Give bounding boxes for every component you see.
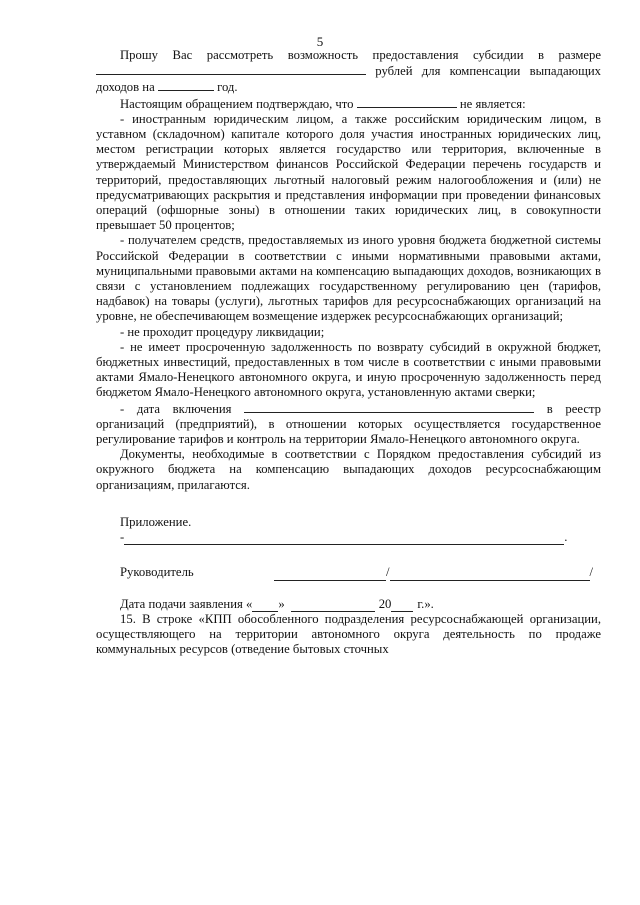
attachment-blank <box>124 533 564 545</box>
request-text-2: рублей для компенсации выпадающих доходов на <box>96 64 602 95</box>
document-body <box>96 48 601 657</box>
name-blank <box>390 569 590 581</box>
paragraph-confirm <box>96 96 601 112</box>
year-suffix-blank <box>391 600 413 612</box>
registry-text: - дата включения <box>120 401 232 416</box>
confirm-text: Настоящим обращением подтверждаю, что <box>120 96 354 111</box>
date-text-3: г.». <box>417 596 434 611</box>
attachment-dash: - <box>120 530 125 545</box>
day-blank <box>252 600 278 612</box>
year-blank <box>158 79 214 91</box>
registry-text-2: в реестр организаций (предприятий), в отношении которых осуществляется государственное регулирование тарифов и контроль на территории Ямало-Ненецкого автономного округа. <box>96 401 602 447</box>
attachment-end: . <box>564 530 568 545</box>
paragraph-budget-recipient: - получателем средств, предоставляемых из иного уровня бюджета бюджетной системы Российской Федерации в соответствии с иными нормативными правовыми актами, муниципальными правовыми актами на компенсацию выпадающих доходов, возникающих в связи с установлением подлежащих государственному регулированию цен (тарифов, надбавок) на товары (услуги), льготных тарифов для ресурсоснабжающих организаций на уровне, не обеспечивающем возмещение издержек ресурсоснабжающих организаций; <box>96 233 601 324</box>
century-text: 20 <box>378 596 392 611</box>
signature-slash-2: / <box>589 565 594 580</box>
organization-blank <box>357 96 457 108</box>
paragraph-debt: - не имеет просроченную задолженность по возврату субсидий в окружной бюджет, бюджетных инвестиций, предоставленных в том числе в соответствии с иными правовыми актами Ямало-Ненецкого автономного округа, и иную просроченную задолженность перед бюджетом Ямало-Ненецкого автономного округа, установленную актами сверки; <box>96 339 601 400</box>
page-number: 5 <box>316 34 324 49</box>
date-text: Дата подачи заявления « <box>120 596 253 611</box>
head-label: Руководитель <box>120 565 194 580</box>
request-text-3: год. <box>217 80 238 95</box>
date-text-2: » <box>278 596 285 611</box>
signature-slash: / <box>386 565 390 580</box>
paragraph-registry <box>96 401 601 448</box>
paragraph-15: 15. В строке «КПП обособленного подразделения ресурсоснабжающей организации, осуществляющего на территории автономного округа деятельность по продаже коммунальных ресурсов (отведение бытовых сточных <box>96 611 601 657</box>
signature-row <box>96 565 601 580</box>
confirm-text-2: не является: <box>459 96 526 111</box>
amount-blank <box>96 63 366 75</box>
paragraph-request <box>96 48 601 96</box>
registry-date-blank <box>244 401 534 413</box>
paragraph-liquidation: - не проходит процедуру ликвидации; <box>120 324 325 339</box>
request-text: Прошу Вас рассмотреть возможность предоставления субсидии в размере <box>120 48 601 62</box>
paragraph-documents: Документы, необходимые в соответствии с Порядком предоставления субсидий из окружного бюджета на компенсацию выпадающих доходов ресурсоснабжающим организациям, прилагаются. <box>96 447 601 492</box>
date-row <box>96 597 601 612</box>
attachment-line <box>96 530 601 545</box>
paragraph-foreign-entity: - иностранным юридическим лицом, а также российским юридическим лицом, в уставном (складочном) капитале которого доля участия иностранных юридических лиц, местом регистрации которых является государство или территория, включенные в утверждаемый Министерством финансов Российской Федерации перечень государств и территорий, предоставляющих льготный налоговый режим налогообложения и (или) не предусматривающих раскрытия и представления информации при проведении финансовых операций (офшорные зоны) в отношении таких юридических лиц, в совокупности превышает 50 процентов; <box>96 111 601 233</box>
month-blank <box>291 600 375 612</box>
signature-blank <box>274 569 386 581</box>
attachment-label: Приложение. <box>120 514 192 529</box>
